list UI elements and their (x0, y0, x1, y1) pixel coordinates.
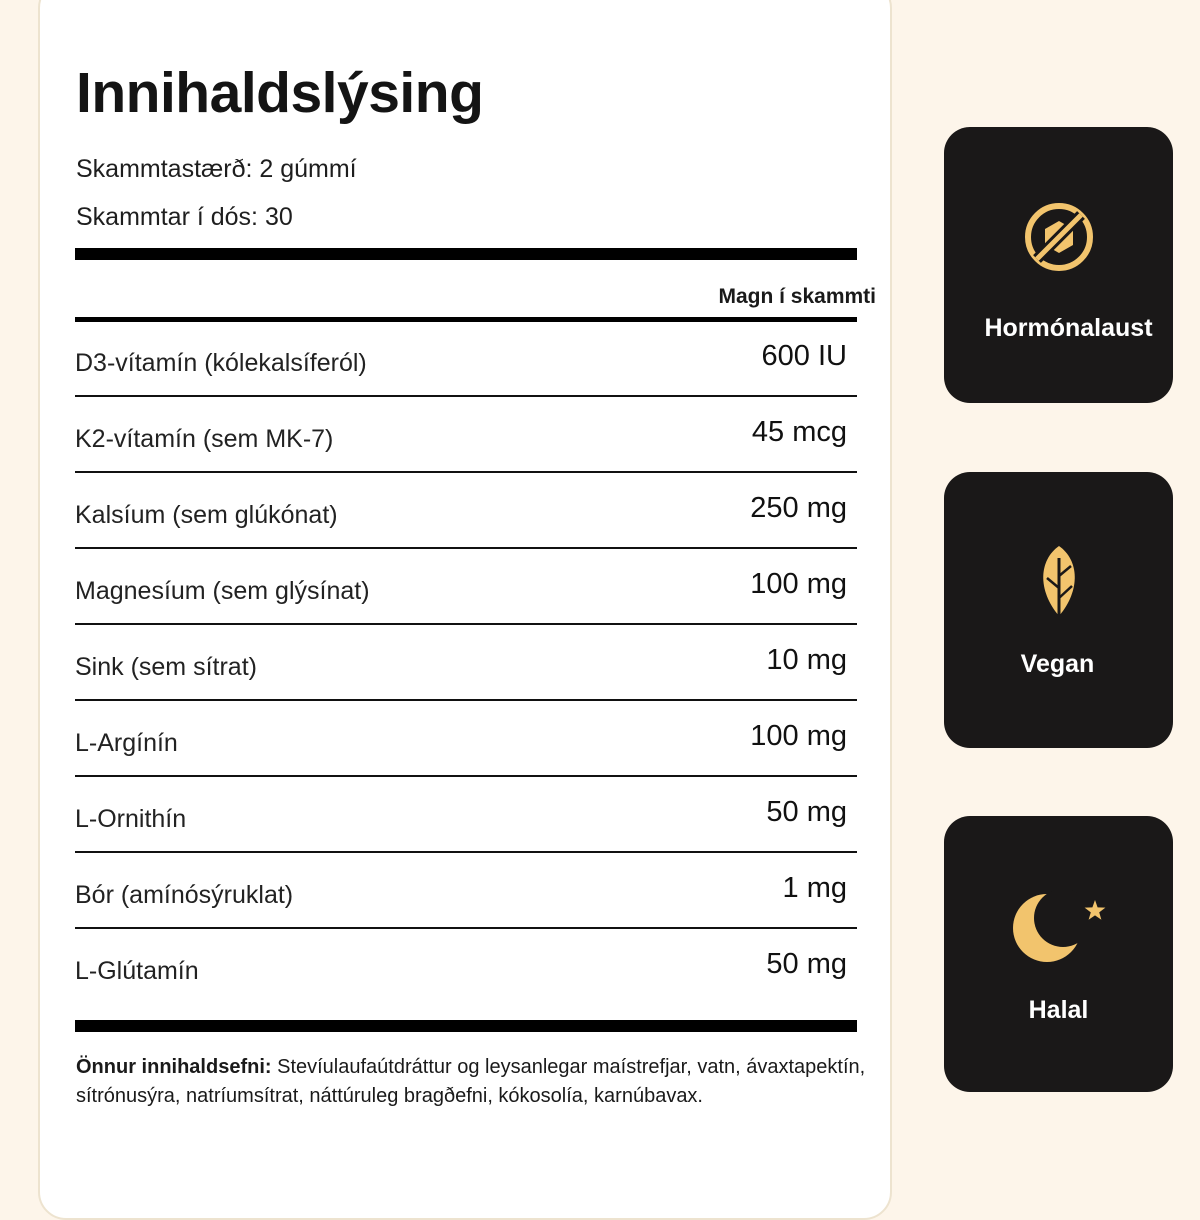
table-row (75, 853, 857, 929)
other-ingredients-text: Stevíulaufaútdráttur og leysanlegar maístrefjar, vatn, ávaxtapektín, sítrónusýra, natríumsítrat, náttúruleg bragðefni, kókosolía, karnúbavax. (76, 1056, 866, 1107)
table-row (75, 625, 857, 701)
table-row (75, 473, 857, 549)
no-hormones-icon (944, 201, 1173, 278)
badge-vegan (944, 472, 1173, 748)
leaf-icon (944, 542, 1173, 627)
ingredient-amount: 10 mg (766, 644, 847, 676)
table-row (75, 549, 857, 625)
top-divider (75, 248, 857, 260)
ingredient-name: Sink (sem sítrat) (75, 653, 257, 681)
crescent-star-icon (944, 888, 1173, 973)
other-ingredients (76, 1053, 876, 1111)
bottom-divider (75, 1020, 857, 1032)
ingredient-amount: 250 mg (750, 492, 847, 524)
ingredient-amount: 50 mg (766, 948, 847, 980)
badge-halal (944, 816, 1173, 1092)
page-title: Innihaldslýsing (76, 61, 484, 125)
table-row (75, 397, 857, 473)
ingredient-name: L-Glútamín (75, 957, 199, 985)
ingredient-name: L-Argínín (75, 729, 178, 757)
table-row (75, 929, 857, 1003)
ingredient-name: Kalsíum (sem glúkónat) (75, 501, 338, 529)
ingredient-amount: 100 mg (750, 720, 847, 752)
ingredient-amount: 100 mg (750, 568, 847, 600)
amount-column-header: Magn í skammti (718, 285, 876, 308)
table-row (75, 321, 857, 397)
ingredient-amount: 45 mcg (751, 416, 847, 448)
ingredient-name: Magnesíum (sem glýsínat) (75, 577, 370, 605)
ingredient-amount: 1 mg (782, 872, 847, 904)
badge-label: Halal (1028, 996, 1089, 1024)
table-row (75, 777, 857, 853)
table-row (75, 701, 857, 777)
serving-size: Skammtastærð: 2 gúmmí (76, 155, 357, 183)
ingredient-name: K2-vítamín (sem MK-7) (75, 425, 334, 453)
badge-label: Vegan (1020, 650, 1095, 678)
ingredient-name: L-Ornithín (75, 805, 187, 833)
badge-label: Hormónalaust (984, 314, 1153, 342)
servings-per-container: Skammtar í dós: 30 (76, 203, 293, 231)
ingredient-amount: 50 mg (766, 796, 847, 828)
ingredient-name: Bór (amínósýruklat) (75, 881, 294, 909)
badge-hormone-free (944, 127, 1173, 403)
ingredient-table (75, 321, 857, 1003)
ingredient-name: D3-vítamín (kólekalsíferól) (75, 349, 367, 377)
ingredient-amount: 600 IU (761, 340, 847, 372)
other-ingredients-label: Önnur innihaldsefni: (76, 1056, 272, 1078)
